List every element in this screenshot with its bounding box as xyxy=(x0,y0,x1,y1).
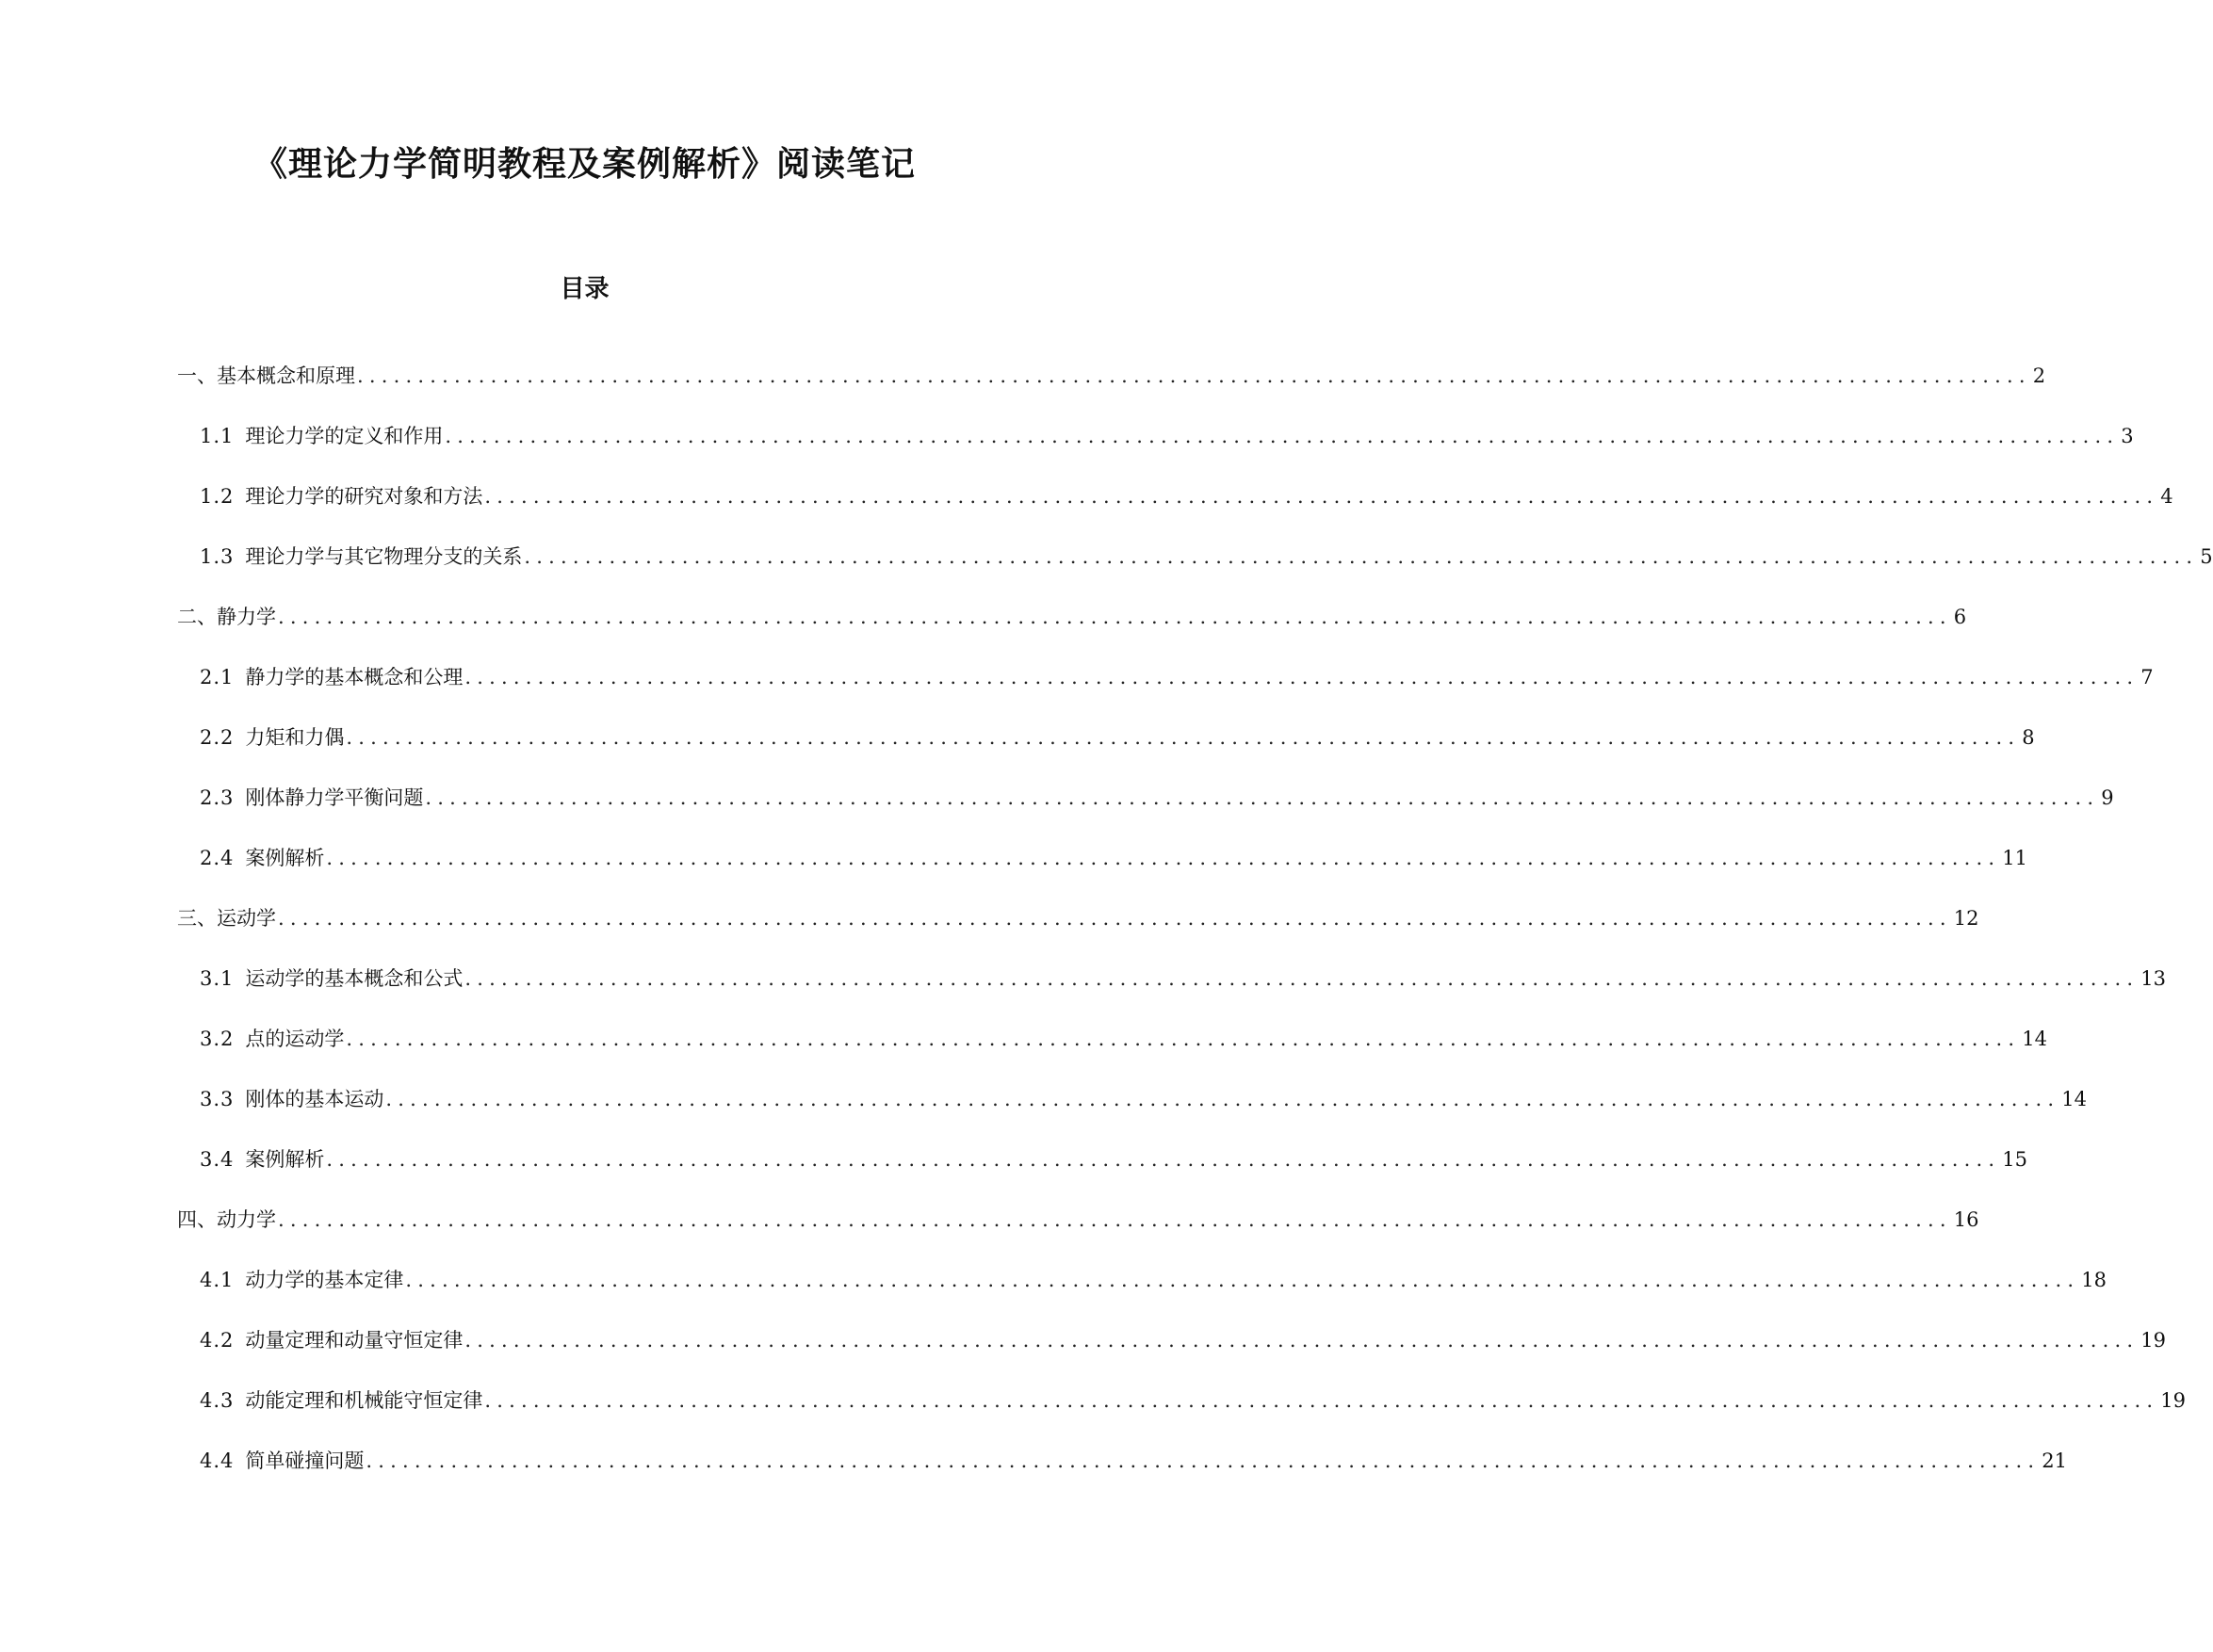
toc-dot-leader: .......................................................................................................................................... xyxy=(524,545,2199,568)
toc-entry-page: 16 xyxy=(1953,1208,1979,1231)
toc-entry[interactable] xyxy=(200,844,2027,872)
toc-entry-label: 运动学的基本概念和公式 xyxy=(245,967,464,990)
toc-entry-label: 四、动力学 xyxy=(177,1208,276,1231)
toc-entry-label: 理论力学的定义和作用 xyxy=(245,425,444,447)
toc-entry-page: 19 xyxy=(2140,1329,2166,1352)
toc-entry-page: 19 xyxy=(2160,1389,2186,1412)
toc-entry-number: 3.1 xyxy=(200,967,235,990)
toc-entry-page: 12 xyxy=(1953,907,1979,930)
toc-entry-page: 2 xyxy=(2032,364,2046,387)
toc-entry-label: 案例解析 xyxy=(245,1148,325,1171)
toc-dot-leader: .......................................................................................................................................... xyxy=(385,1088,2060,1110)
toc-entry-number: 2.4 xyxy=(200,847,235,869)
toc-dot-leader: .......................................................................................................................................... xyxy=(278,907,1952,930)
toc-entry-label: 刚体的基本运动 xyxy=(245,1088,384,1110)
toc-dot-leader: .......................................................................................................................................... xyxy=(326,1148,2001,1171)
toc-entry-number: 4.3 xyxy=(200,1389,235,1412)
toc-entry-number: 4.4 xyxy=(200,1450,235,1472)
toc-entry-number: 2.1 xyxy=(200,666,235,688)
toc-entry-label: 理论力学的研究对象和方法 xyxy=(245,485,483,508)
toc-entry-label: 刚体静力学平衡问题 xyxy=(245,786,424,809)
toc-entry[interactable] xyxy=(200,663,2154,691)
toc-dot-leader: .......................................................................................................................................... xyxy=(464,967,2140,990)
toc-entry[interactable] xyxy=(200,964,2166,993)
toc-dot-leader: .......................................................................................................................................... xyxy=(425,786,2100,809)
toc-entry-label: 动能定理和机械能守恒定律 xyxy=(245,1389,483,1412)
toc-entry-label: 点的运动学 xyxy=(245,1028,345,1050)
toc-entry-number: 4.2 xyxy=(200,1329,235,1352)
toc-entry-page: 18 xyxy=(2081,1269,2107,1291)
toc-entry-number: 1.1 xyxy=(200,425,235,447)
toc-entry-label: 一、基本概念和原理 xyxy=(177,364,355,387)
toc-dot-leader: .......................................................................................................................................... xyxy=(326,847,2001,869)
toc-dot-leader: .......................................................................................................................................... xyxy=(346,726,2021,749)
toc-entry-number: 2.2 xyxy=(200,726,235,749)
toc-dot-leader: .......................................................................................................................................... xyxy=(464,666,2140,688)
toc-dot-leader: .......................................................................................................................................... xyxy=(445,425,2120,447)
toc-entry-page: 14 xyxy=(2061,1088,2087,1110)
toc-entry-page: 21 xyxy=(2042,1450,2067,1472)
toc-entry[interactable] xyxy=(177,1206,1979,1234)
toc-dot-leader: .......................................................................................................................................... xyxy=(484,485,2159,508)
toc-entry-label: 三、运动学 xyxy=(177,907,276,930)
toc-entry[interactable] xyxy=(177,362,2046,390)
toc-entry-number: 2.3 xyxy=(200,786,235,809)
toc-dot-leader: .......................................................................................................................................... xyxy=(484,1389,2159,1412)
toc-entry-page: 3 xyxy=(2121,425,2134,447)
toc-entry[interactable] xyxy=(200,1266,2107,1294)
toc-dot-leader: .......................................................................................................................................... xyxy=(366,1450,2041,1472)
toc-entry[interactable] xyxy=(200,784,2114,812)
toc-heading: 目录 xyxy=(560,275,610,303)
toc-entry-label: 动量定理和动量守恒定律 xyxy=(245,1329,464,1352)
toc-dot-leader: .......................................................................................................................................... xyxy=(464,1329,2140,1352)
toc-entry-page: 9 xyxy=(2101,786,2114,809)
toc-entry-page: 15 xyxy=(2002,1148,2027,1171)
toc-entry[interactable] xyxy=(200,1085,2087,1113)
toc-entry-page: 4 xyxy=(2160,485,2173,508)
toc-entry[interactable] xyxy=(200,1025,2047,1053)
toc-entry-number: 3.2 xyxy=(200,1028,235,1050)
toc-dot-leader: .......................................................................................................................................... xyxy=(278,1208,1952,1231)
toc-entry-page: 8 xyxy=(2022,726,2035,749)
toc-entry[interactable] xyxy=(200,482,2173,510)
toc-entry[interactable] xyxy=(200,543,2213,571)
toc-dot-leader: .......................................................................................................................................... xyxy=(278,606,1952,628)
toc-entry-label: 力矩和力偶 xyxy=(245,726,345,749)
toc-entry-page: 7 xyxy=(2140,666,2154,688)
document-title: 《理论力学简明教程及案例解析》阅读笔记 xyxy=(252,144,916,184)
toc-entry-number: 4.1 xyxy=(200,1269,235,1291)
toc-entry-label: 案例解析 xyxy=(245,847,325,869)
toc-dot-leader: .......................................................................................................................................... xyxy=(346,1028,2021,1050)
toc-entry-label: 理论力学与其它物理分支的关系 xyxy=(245,545,523,568)
toc-entry-number: 1.3 xyxy=(200,545,235,568)
toc-entry[interactable] xyxy=(200,422,2134,450)
toc-entry-label: 简单碰撞问题 xyxy=(245,1450,365,1472)
toc-entry[interactable] xyxy=(200,723,2035,752)
toc-entry-page: 5 xyxy=(2200,545,2213,568)
toc-entry-number: 1.2 xyxy=(200,485,235,508)
toc-entry[interactable] xyxy=(177,603,1967,631)
toc-entry-label: 动力学的基本定律 xyxy=(245,1269,404,1291)
toc-entry-number: 3.4 xyxy=(200,1148,235,1171)
toc-entry-page: 11 xyxy=(2002,847,2027,869)
toc-entry[interactable] xyxy=(200,1145,2027,1174)
toc-entry-page: 6 xyxy=(1953,606,1967,628)
toc-entry-number: 3.3 xyxy=(200,1088,235,1110)
toc-entry[interactable] xyxy=(200,1386,2186,1415)
toc-entry[interactable] xyxy=(177,904,1979,932)
toc-entry-label: 二、静力学 xyxy=(177,606,276,628)
toc-dot-leader: .......................................................................................................................................... xyxy=(357,364,2031,387)
toc-entry[interactable] xyxy=(200,1326,2166,1354)
toc-dot-leader: .......................................................................................................................................... xyxy=(405,1269,2080,1291)
toc-entry-page: 13 xyxy=(2140,967,2166,990)
toc-entry-label: 静力学的基本概念和公理 xyxy=(245,666,464,688)
toc-entry[interactable] xyxy=(200,1447,2067,1475)
toc-entry-page: 14 xyxy=(2022,1028,2047,1050)
